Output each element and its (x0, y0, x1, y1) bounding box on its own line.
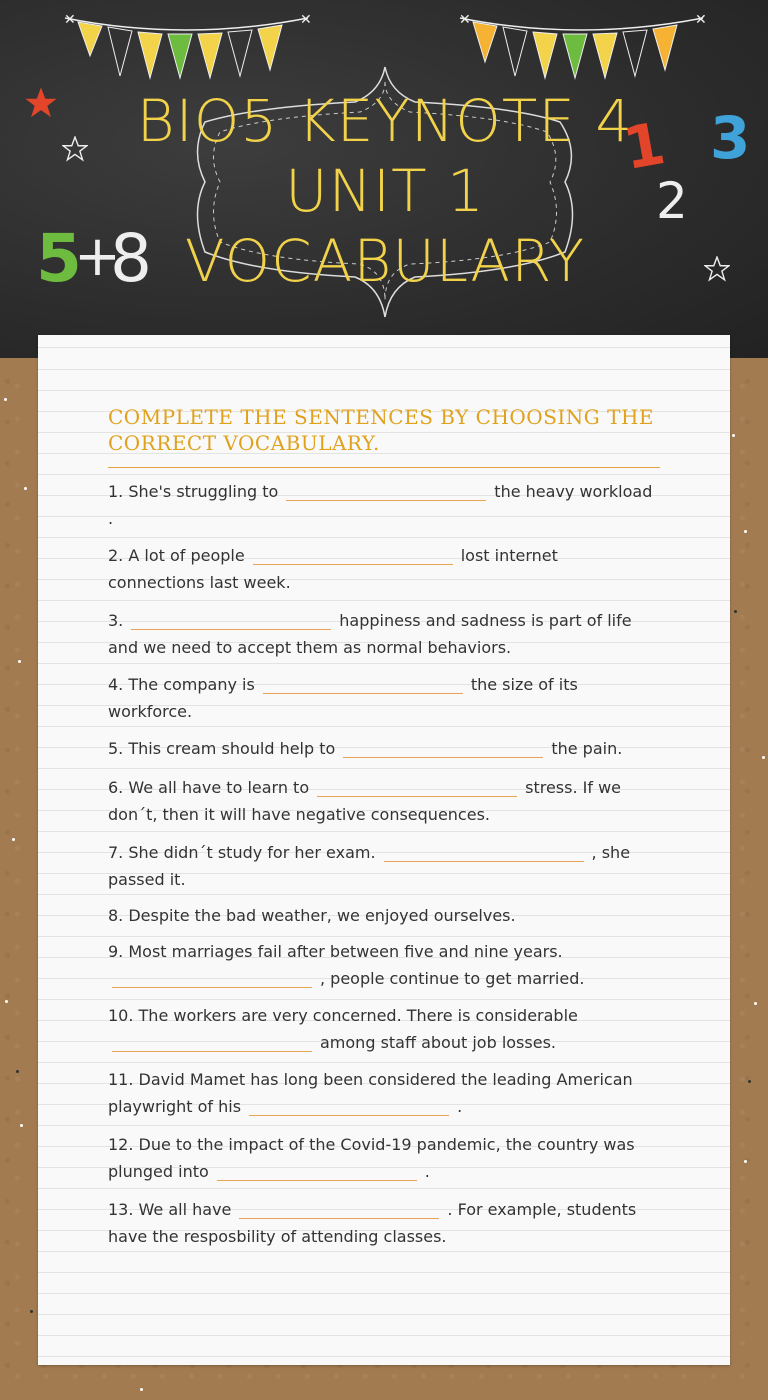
title-line-3: VOCABULARY (184, 227, 586, 295)
question-10: 10. The workers are very concerned. There is considerable among staff about job losses. (108, 1006, 578, 1052)
cork-dot (748, 1080, 751, 1083)
answer-blank-5[interactable] (343, 739, 543, 758)
chalk-number-2: 2 (656, 172, 688, 230)
red-star-icon (24, 86, 58, 120)
question-5: 5. This cream should help to the pain. (108, 739, 623, 758)
answer-blank-3[interactable] (131, 611, 331, 630)
cork-dot (4, 398, 7, 401)
cork-dot (24, 487, 27, 490)
chalk-number-5: 5 (36, 220, 82, 297)
question-2: 2. A lot of people lost internet connections last week. (108, 546, 558, 592)
title-line-2: UNIT 1 (285, 157, 485, 225)
instructions-heading: COMPLETE THE SENTENCES BY CHOOSING THE CORRECT VOCABULARY. (108, 405, 655, 455)
svg-text:✕: ✕ (459, 12, 471, 28)
cork-dot (140, 1388, 143, 1391)
question-7: 7. She didn´t study for her exam. , she passed it. (108, 843, 631, 889)
chalk-number-3: 3 (710, 104, 751, 172)
title-line-1: BIO5 KEYNOTE 4 (136, 87, 634, 155)
question-9: 9. Most marriages fail after between five and nine years. , people continue to get married. (108, 942, 585, 988)
answer-blank-7[interactable] (384, 843, 584, 862)
answer-blank-6[interactable] (317, 778, 517, 797)
answer-blank-12[interactable] (217, 1162, 417, 1181)
instructions-divider (108, 467, 660, 468)
svg-text:✕: ✕ (300, 12, 312, 28)
answer-blank-11[interactable] (249, 1097, 449, 1116)
answer-blank-2[interactable] (253, 546, 453, 565)
chalkboard-header (0, 0, 768, 358)
cork-dot (30, 1310, 33, 1313)
cork-dot (744, 1160, 747, 1163)
answer-blank-4[interactable] (263, 675, 463, 694)
cork-dot (754, 1002, 757, 1005)
question-4: 4. The company is the size of its workforce. (108, 675, 578, 721)
answer-blank-13[interactable] (239, 1200, 439, 1219)
page-title (100, 86, 670, 296)
chalk-number-1: 1 (618, 109, 670, 183)
answer-blank-1[interactable] (286, 482, 486, 501)
cork-dot (744, 530, 747, 533)
svg-text:✕: ✕ (695, 12, 707, 28)
answer-blank-10[interactable] (112, 1033, 312, 1052)
cork-dot (762, 756, 765, 759)
chalk-plus: + (74, 224, 121, 289)
outline-star-icon (62, 136, 88, 162)
chalk-number-8: 8 (110, 220, 152, 297)
question-11: 11. David Mamet has long been considered the leading American playwright of his . (108, 1070, 633, 1116)
answer-blank-9[interactable] (112, 969, 312, 988)
outline-star-icon (704, 256, 730, 282)
cork-dot (20, 1124, 23, 1127)
cork-dot (732, 434, 735, 437)
question-1: 1. She's struggling to the heavy workload . (108, 482, 653, 528)
question-12: 12. Due to the impact of the Covid-19 pandemic, the country was plunged into . (108, 1135, 635, 1181)
cork-dot (5, 1000, 8, 1003)
question-8: 8. Despite the bad weather, we enjoyed ourselves. (108, 906, 516, 925)
cork-dot (734, 610, 737, 613)
cork-dot (16, 1070, 19, 1073)
svg-text:✕: ✕ (64, 12, 76, 28)
question-6: 6. We all have to learn to stress. If we don´t, then it will have negative consequences. (108, 778, 622, 824)
cork-dot (12, 838, 15, 841)
question-3: 3. happiness and sadness is part of life and we need to accept them as normal behaviors. (108, 611, 632, 657)
cork-dot (18, 660, 21, 663)
question-13: 13. We all have . For example, students have the resposbility of attending classes. (108, 1200, 637, 1246)
